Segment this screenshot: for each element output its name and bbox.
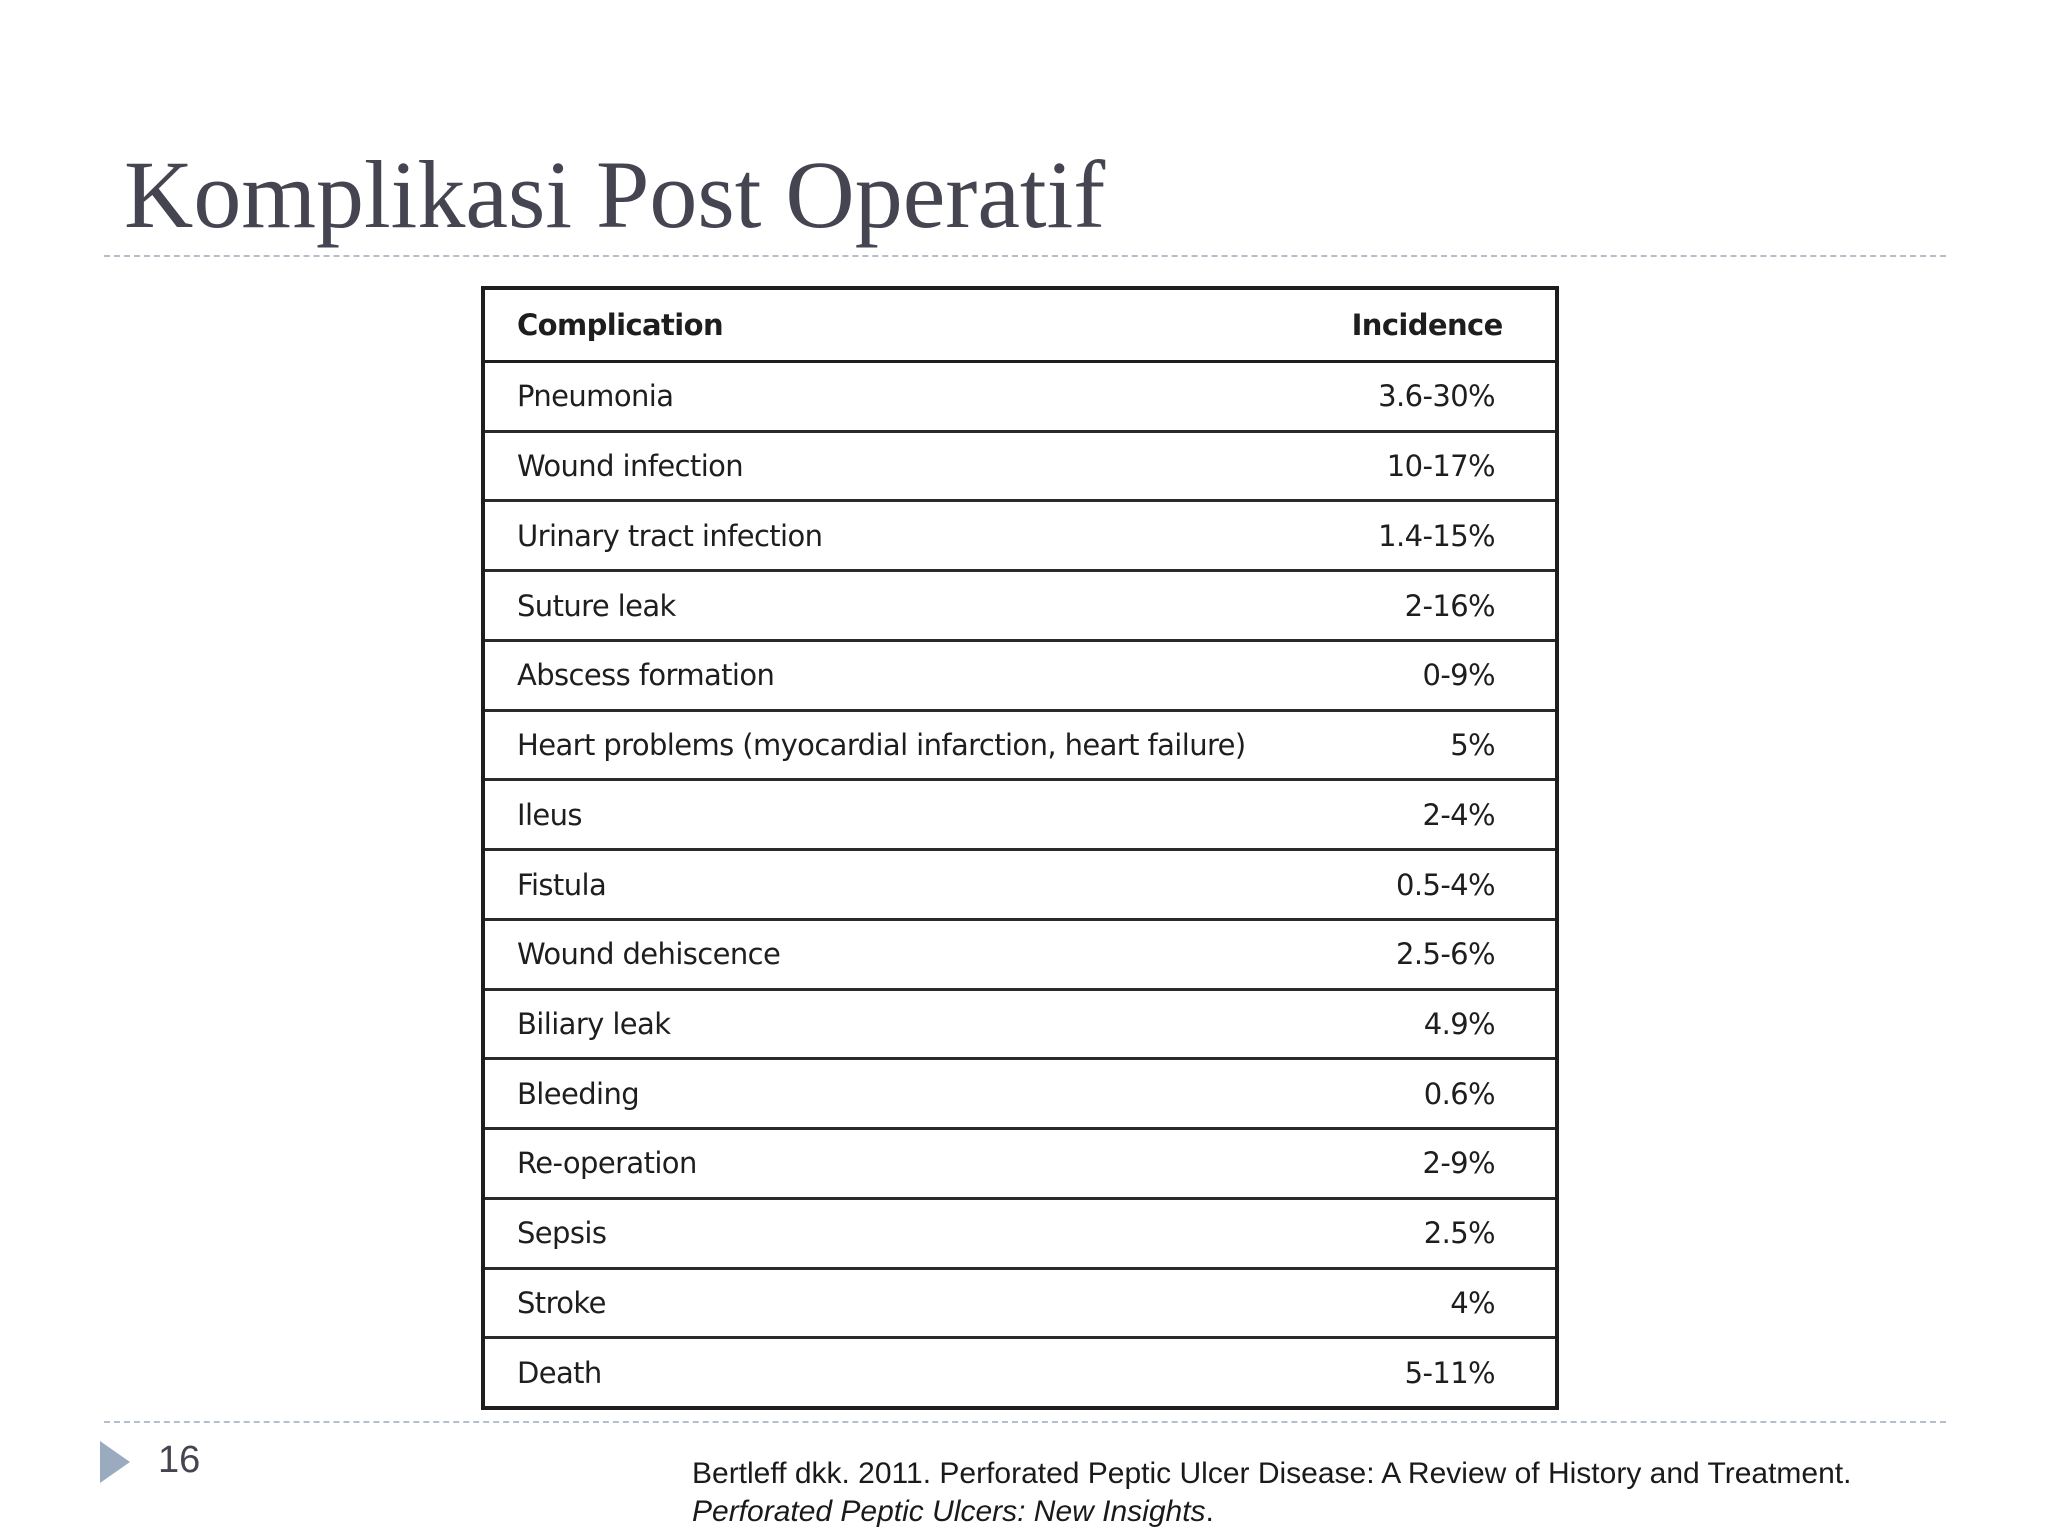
slide-number: 16 [158, 1439, 201, 1481]
citation-source-line [692, 1493, 1851, 1531]
column-header-incidence: Incidence [1320, 290, 1555, 362]
table-row [485, 1338, 1555, 1406]
table-row [485, 501, 1555, 571]
table-row [485, 1268, 1555, 1338]
citation [692, 1455, 1851, 1531]
cell-incidence: 4.9% [1320, 989, 1555, 1059]
table-row [485, 989, 1555, 1059]
table-row [485, 362, 1555, 432]
table-row [485, 1059, 1555, 1129]
cell-complication: Death [485, 1338, 1320, 1406]
cell-complication: Abscess formation [485, 640, 1320, 710]
cell-complication: Ileus [485, 780, 1320, 850]
cell-incidence: 10-17% [1320, 431, 1555, 501]
cell-complication: Pneumonia [517, 379, 674, 414]
cell-complication: Heart problems (myocardial infarction, heart failure) [485, 710, 1320, 780]
cell-incidence: 5-11% [1320, 1338, 1555, 1406]
table-row [485, 780, 1555, 850]
cell-incidence: 4% [1320, 1268, 1555, 1338]
citation-journal-suffix: . [1205, 1495, 1214, 1528]
table-row [485, 1198, 1555, 1268]
table-row [485, 571, 1555, 641]
column-header-complication: Complication [485, 290, 1320, 362]
cell-complication: Bleeding [485, 1059, 1320, 1129]
cell-incidence: 0.5-4% [1320, 850, 1555, 920]
cell-incidence: 2.5% [1320, 1198, 1555, 1268]
cell-complication: Wound dehiscence [485, 919, 1320, 989]
cell-incidence: 0.6% [1320, 1059, 1555, 1129]
cell-incidence: 2-4% [1320, 780, 1555, 850]
table-row [485, 640, 1555, 710]
cell-complication: Suture leak [485, 571, 1320, 641]
cell-complication: Re-operation [485, 1129, 1320, 1199]
table-body [485, 362, 1555, 1407]
cell-incidence: 2-16% [1320, 571, 1555, 641]
table-row [485, 1129, 1555, 1199]
cell-complication: Wound infection [485, 431, 1320, 501]
table-row [485, 431, 1555, 501]
cell-incidence: 0-9% [1320, 640, 1555, 710]
table-row [485, 850, 1555, 920]
cell-complication: Biliary leak [485, 989, 1320, 1059]
cell-complication: Fistula [485, 850, 1320, 920]
table-row [485, 710, 1555, 780]
page-title: Komplikasi Post Operatif [124, 141, 1106, 248]
citation-reference: Bertleff dkk. 2011. Perforated Peptic Ulcer Disease: A Review of History and Treatment. [692, 1457, 1852, 1490]
triangle-right-icon [100, 1441, 130, 1483]
cell-incidence: 1.4-15% [1320, 501, 1555, 571]
cell-incidence: 2.5-6% [1320, 919, 1555, 989]
cell-incidence: 5% [1320, 710, 1555, 780]
table-header-row [485, 290, 1555, 362]
citation-journal: Perforated Peptic Ulcers: New Insights [692, 1495, 1206, 1528]
cell-incidence: 3.6-30% [1378, 379, 1495, 414]
cell-complication: Stroke [485, 1268, 1320, 1338]
cell-complication: Urinary tract infection [485, 501, 1320, 571]
complications-table-frame [481, 286, 1559, 1410]
cell-incidence: 2-9% [1320, 1129, 1555, 1199]
title-divider [104, 255, 1946, 257]
cell-complication: Sepsis [485, 1198, 1320, 1268]
table-row [485, 919, 1555, 989]
footer-divider [104, 1421, 1946, 1423]
complications-table [485, 290, 1555, 1406]
